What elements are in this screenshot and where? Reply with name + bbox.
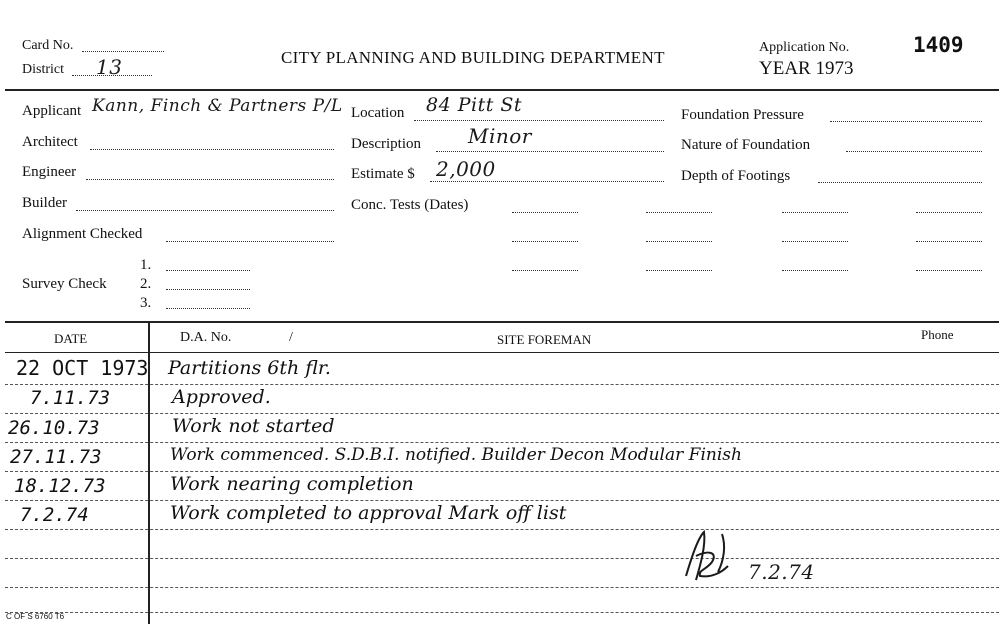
da-slash: / xyxy=(289,330,293,345)
card-no-label: Card No. xyxy=(22,38,74,53)
conc-line-b4 xyxy=(916,241,982,242)
date-header: DATE xyxy=(54,331,88,346)
conc-line-a1 xyxy=(512,212,578,213)
survey-num-3: 3. xyxy=(140,295,152,311)
header-divider xyxy=(5,89,999,91)
survey-line-1 xyxy=(166,270,250,271)
row-2-text: Approved. xyxy=(172,386,271,408)
alignment-label: Alignment Checked xyxy=(22,226,143,242)
survey-num-1: 1. xyxy=(140,257,152,273)
survey-line-3 xyxy=(166,308,250,309)
row-4-text: Work commenced. S.D.B.I. notified. Builder Decon Modular Finish xyxy=(170,445,742,465)
row-4-date: 27.11.73 xyxy=(10,446,102,468)
card-no-line xyxy=(82,51,164,52)
description-line xyxy=(436,151,664,152)
table-top-line xyxy=(5,321,999,323)
nature-of-foundation-line xyxy=(846,151,982,152)
engineer-line xyxy=(86,179,334,180)
row-line-1 xyxy=(5,384,999,385)
engineer-label: Engineer xyxy=(22,164,77,180)
district-value: 13 xyxy=(96,55,123,79)
row-6-text: Work completed to approval Mark off list xyxy=(170,502,567,524)
row-5-date: 18.12.73 xyxy=(14,475,106,497)
conc-line-b3 xyxy=(782,241,848,242)
survey-num-2: 2. xyxy=(140,276,152,292)
conc-line-c2 xyxy=(646,270,712,271)
row-3-text: Work not started xyxy=(172,415,335,437)
estimate-value: 2,000 xyxy=(436,157,496,181)
row-1-date: 22 OCT 1973 xyxy=(16,356,149,380)
survey-label: Survey Check xyxy=(22,276,107,292)
conc-line-b1 xyxy=(512,241,578,242)
row-line-2 xyxy=(5,413,999,414)
application-number: 1409 xyxy=(913,33,964,57)
architect-label: Architect xyxy=(22,134,78,150)
site-foreman-header: SITE FOREMAN xyxy=(497,332,592,347)
location-label: Location xyxy=(351,105,405,121)
foundation-pressure-label: Foundation Pressure xyxy=(681,107,804,123)
row-line-7 xyxy=(5,558,999,559)
nature-of-foundation-label: Nature of Foundation xyxy=(681,137,811,153)
application-no-label: Application No. xyxy=(759,40,850,55)
row-line-4 xyxy=(5,471,999,472)
row-1-text: Partitions 6th flr. xyxy=(168,357,331,379)
foundation-pressure-line xyxy=(830,121,982,122)
description-value: Minor xyxy=(468,124,532,148)
depth-of-footings-label: Depth of Footings xyxy=(681,168,791,184)
department-title: CITY PLANNING AND BUILDING DEPARTMENT xyxy=(281,48,665,67)
form-code: C OF S 6760 T6 xyxy=(6,612,65,621)
foreman-signature xyxy=(678,526,748,586)
conc-tests-label: Conc. Tests (Dates) xyxy=(351,197,469,213)
applicant-label: Applicant xyxy=(22,103,82,119)
conc-line-c4 xyxy=(916,270,982,271)
row-line-6 xyxy=(5,529,999,530)
architect-line xyxy=(90,149,334,150)
builder-line xyxy=(76,210,334,211)
da-no-header: D.A. No. xyxy=(180,330,232,345)
signature-date: 7.2.74 xyxy=(748,560,815,584)
description-label: Description xyxy=(351,136,421,152)
conc-line-a4 xyxy=(916,212,982,213)
district-label: District xyxy=(22,62,64,77)
row-line-9 xyxy=(5,612,999,613)
row-6-date: 7.2.74 xyxy=(20,504,89,526)
conc-line-c3 xyxy=(782,270,848,271)
conc-line-b2 xyxy=(646,241,712,242)
row-2-date: 7.11.73 xyxy=(30,387,111,409)
row-3-date: 26.10.73 xyxy=(8,417,100,439)
conc-line-a2 xyxy=(646,212,712,213)
conc-line-c1 xyxy=(512,270,578,271)
year-label: YEAR 1973 xyxy=(759,58,854,79)
conc-line-a3 xyxy=(782,212,848,213)
row-line-3 xyxy=(5,442,999,443)
estimate-label: Estimate $ xyxy=(351,166,415,182)
location-line xyxy=(414,120,664,121)
applicant-value: Kann, Finch & Partners P/L xyxy=(92,96,343,116)
row-line-5 xyxy=(5,500,999,501)
depth-of-footings-line xyxy=(818,182,982,183)
header-row-line xyxy=(5,352,999,353)
row-5-text: Work nearing completion xyxy=(170,473,414,495)
row-line-8 xyxy=(5,587,999,588)
estimate-line xyxy=(430,181,664,182)
alignment-line xyxy=(166,241,334,242)
survey-line-2 xyxy=(166,289,250,290)
phone-header: Phone xyxy=(921,327,954,342)
builder-label: Builder xyxy=(22,195,67,211)
location-value: 84 Pitt St xyxy=(426,94,523,116)
